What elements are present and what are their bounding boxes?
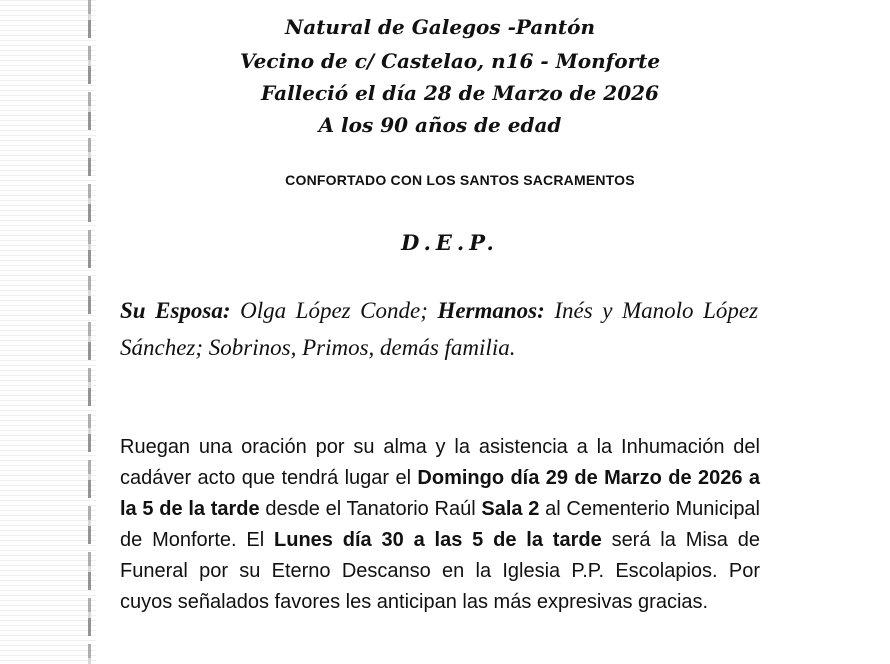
address-line: Vecino de c/ Castelao, n16 - Monforte: [240, 49, 661, 73]
body-text-3: al Cementerio Municipal de Monforte. El: [120, 498, 761, 551]
dep-heading: D.E.P.: [401, 230, 499, 255]
age-line: A los 90 años de edad: [318, 113, 562, 137]
mass-date: Lunes día 30 a las 5 de la tarde: [274, 529, 602, 551]
death-date-line: Falleció el día 28 de Marzo de 2026: [261, 81, 659, 105]
siblings-text: Inés y Manolo López Sánchez; Sobrinos, Primos, demás familia.: [120, 298, 759, 360]
body-text-2: desde el Tanatorio Raúl: [265, 498, 476, 520]
ceremony-paragraph: [120, 432, 760, 618]
body-text-4: será la Misa de Funeral por su Eterno Descanso en la Iglesia P.P. Escolapios. Por cuyos señalados favores les anticipan las más expresivas gracias.: [120, 529, 761, 613]
family-paragraph: [120, 292, 758, 366]
burial-date: Domingo día 29 de Marzo de 2026 a la 5 de la tarde: [120, 467, 760, 520]
birthplace-line: Natural de Galegos -Pantón: [284, 15, 596, 39]
siblings-label: Hermanos:: [437, 298, 545, 323]
room-label: Sala 2: [481, 498, 540, 520]
scan-edge-line: [88, 0, 91, 664]
body-text-1: Ruegan una oración por su alma y la asistencia a la Inhumación del cadáver acto que tendrá lugar el: [120, 436, 760, 489]
sacraments-line: CONFORTADO CON LOS SANTOS SACRAMENTOS: [285, 172, 635, 188]
scan-edge-noise: [0, 0, 96, 664]
spouse-name: Olga López Conde;: [240, 298, 428, 323]
spouse-label: Su Esposa:: [120, 298, 231, 323]
